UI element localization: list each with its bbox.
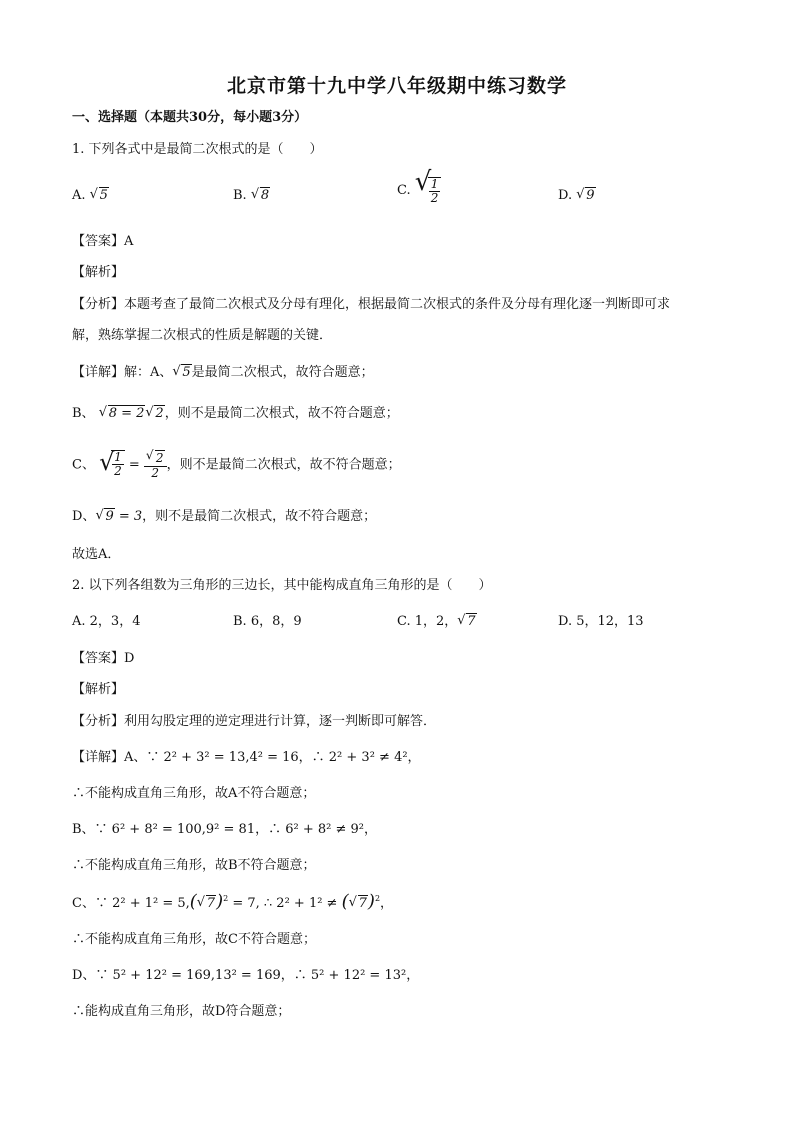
q1-fenxi-line-1: 【分析】本题考查了最简二次根式及分母有理化，根据最简二次根式的条件及分母有理化逐一判断即可求 bbox=[72, 297, 671, 312]
sqrt-symbol: √ 9 bbox=[576, 187, 595, 203]
sqrt-symbol: √ 7 bbox=[457, 613, 476, 629]
q2-detail-b: B、∵ 6² + 8² = 100,9² = 81，∴ 6² + 8² ≠ 9²， bbox=[72, 822, 377, 837]
q2-conclusion-a: ∴不能构成直角三角形，故A不符合题意； bbox=[72, 786, 316, 801]
q2-detail-c: C、∵ 2² + 1² = 5,( √ 7)$^2$ = 7, ∴ 2² + 1² ≠ ( √ 7)$^2$， bbox=[72, 891, 394, 912]
q1-detail-a: 【详解】解：A、 √ 5是最简二次根式，故符合题意； bbox=[72, 364, 374, 380]
sqrt-symbol: √ 5 bbox=[89, 187, 108, 203]
q2-option-d: D. 5，12，13 bbox=[558, 614, 644, 629]
q1-answer: 【答案】A bbox=[72, 234, 134, 249]
q1-detail-b: B、 √ 8 = 2 √ 2，则不是最简二次根式，故不符合题意； bbox=[72, 405, 399, 421]
sqrt-symbol: √ 2 bbox=[145, 405, 164, 421]
sqrt-symbol: √ 8 bbox=[250, 187, 270, 203]
sqrt-symbol: √ 7 bbox=[196, 895, 216, 911]
sqrt-symbol: √ 8 = 2 bbox=[98, 405, 145, 421]
q1-option-c: C. √ $\frac{1}{2}$ bbox=[397, 177, 441, 205]
sqrt-symbol: √ $\frac{1}{2}$ bbox=[99, 447, 125, 483]
q2-conclusion-b: ∴不能构成直角三角形，故B不符合题意； bbox=[72, 858, 316, 873]
q2-option-c: C. 1，2， √ 7 bbox=[397, 613, 476, 629]
question-1-stem: 1. 下列各式中是最简二次根式的是（ ） bbox=[72, 142, 323, 157]
sqrt-symbol: √ 9 bbox=[95, 508, 114, 524]
q1-choose: 故选A． bbox=[72, 547, 121, 562]
q2-conclusion-d: ∴能构成直角三角形，故D符合题意； bbox=[72, 1004, 291, 1019]
q1-option-a: A. √ 5 bbox=[72, 187, 108, 203]
q1-analysis-heading: 【解析】 bbox=[72, 265, 125, 280]
q2-option-a: A. 2，3，4 bbox=[72, 614, 141, 629]
q2-analysis-heading: 【解析】 bbox=[72, 682, 125, 697]
q1-option-d: D. √ 9 bbox=[558, 187, 595, 203]
question-2-stem: 2. 以下列各组数为三角形的三边长，其中能构成直角三角形的是（ ） bbox=[72, 578, 492, 593]
q2-detail-a: 【详解】A、∵ 2² + 3² = 13,4² = 16，∴ 2² + 3² ≠ 4²， bbox=[72, 750, 421, 765]
q1-option-b: B. √ 8 bbox=[233, 187, 270, 203]
sqrt-symbol: √ $\frac{1}{2}$ bbox=[415, 177, 442, 205]
q1-detail-c: C、 √ $\frac{1}{2}$ = √ 2 2 ，则不是最简二次根式，故不符合题意； bbox=[72, 447, 401, 484]
q2-option-b: B. 6，8，9 bbox=[233, 614, 302, 629]
q2-answer: 【答案】D bbox=[72, 651, 135, 666]
page-title: 北京市第十九中学八年级期中练习数学 bbox=[226, 75, 567, 97]
q1-detail-d: D、 √ 9 = 3，则不是最简二次根式，故不符合题意； bbox=[72, 508, 377, 524]
section-heading: 一、选择题（本题共30分，每小题3分） bbox=[72, 110, 308, 125]
q2-fenxi: 【分析】利用勾股定理的逆定理进行计算，逐一判断即可解答． bbox=[72, 714, 437, 729]
q1-fenxi-line-2: 解，熟练掌握二次根式的性质是解题的关键． bbox=[72, 328, 333, 343]
sqrt-symbol: √ 5 bbox=[172, 364, 191, 380]
q2-conclusion-c: ∴不能构成直角三角形，故C不符合题意； bbox=[72, 932, 316, 947]
q2-detail-d: D、∵ 5² + 12² = 169,13² = 169，∴ 5² + 12² = 13²， bbox=[72, 968, 420, 983]
sqrt-symbol: √ 7 bbox=[348, 895, 367, 911]
